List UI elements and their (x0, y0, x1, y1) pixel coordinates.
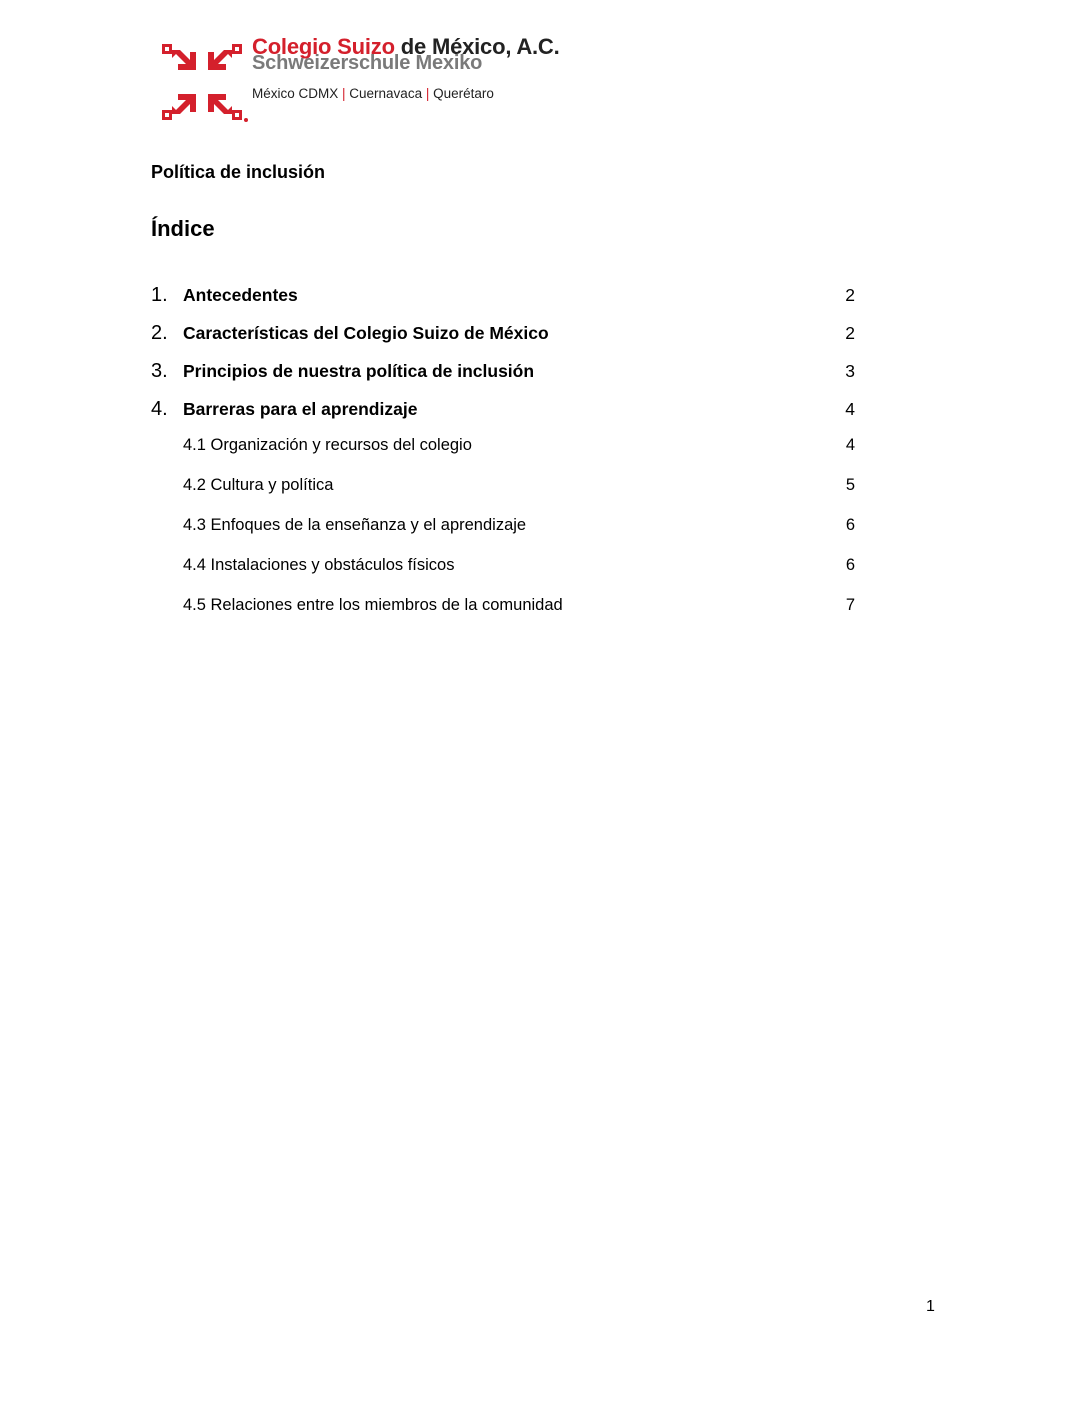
toc-subentry-label: 4.3 Enfoques de la enseñanza y el aprendizaje (183, 516, 527, 534)
toc-subentry[interactable] (151, 430, 855, 460)
toc-subentry[interactable] (151, 550, 855, 580)
toc-entry[interactable] (151, 356, 855, 386)
school-locations (252, 86, 494, 101)
school-logo (160, 36, 580, 126)
toc-entry-number: 4. (151, 398, 168, 420)
location-item: Cuernavaca (349, 86, 423, 101)
toc-entry[interactable] (151, 318, 855, 348)
toc-entry-label: Antecedentes (183, 285, 298, 305)
toc-entry[interactable] (151, 280, 855, 310)
location-item: Querétaro (433, 86, 494, 101)
toc-subentry-page: 5 (845, 476, 855, 494)
toc-subentry-label: 4.1 Organización y recursos del colegio (183, 436, 472, 454)
toc-subentry-label: 4.2 Cultura y política (183, 476, 334, 494)
toc-subentry-page: 6 (845, 516, 855, 534)
document-title: Política de inclusión (151, 162, 326, 182)
toc-entry[interactable] (151, 394, 855, 424)
location-item: México CDMX (252, 86, 339, 101)
toc-entry-page: 2 (845, 323, 855, 343)
toc-entry-number: 2. (151, 322, 168, 344)
toc-entry-number: 3. (151, 360, 168, 382)
toc-entry-page: 4 (845, 399, 855, 419)
toc-entry-page: 2 (845, 285, 855, 305)
toc-subentry[interactable] (151, 470, 855, 500)
toc-subentry-label: 4.5 Relaciones entre los miembros de la comunidad (183, 596, 563, 614)
toc-subentry-page: 7 (845, 596, 855, 614)
location-separator: | (422, 86, 434, 101)
toc-heading: Índice (151, 216, 215, 241)
school-subtitle: Schweizerschule Mexiko (252, 52, 483, 74)
toc-entry-label: Barreras para el aprendizaje (183, 399, 418, 419)
toc-subentry-label: 4.4 Instalaciones y obstáculos físicos (183, 556, 455, 574)
arrows-logo-icon (160, 40, 250, 124)
page-number: 1 (926, 1298, 935, 1315)
toc-subentry[interactable] (151, 510, 855, 540)
toc-entry-label: Principios de nuestra política de inclusión (183, 361, 535, 381)
toc-subentry-page: 4 (845, 436, 855, 454)
toc-subentry-page: 6 (845, 556, 855, 574)
location-separator: | (338, 86, 350, 101)
toc-entry-number: 1. (151, 284, 168, 306)
school-name-black: de México, A.C. (394, 34, 560, 59)
toc-subentry[interactable] (151, 590, 855, 620)
school-name-red: Colegio Suizo (252, 34, 395, 59)
toc-entry-label: Características del Colegio Suizo de México (183, 323, 549, 343)
toc-entry-page: 3 (845, 361, 855, 381)
